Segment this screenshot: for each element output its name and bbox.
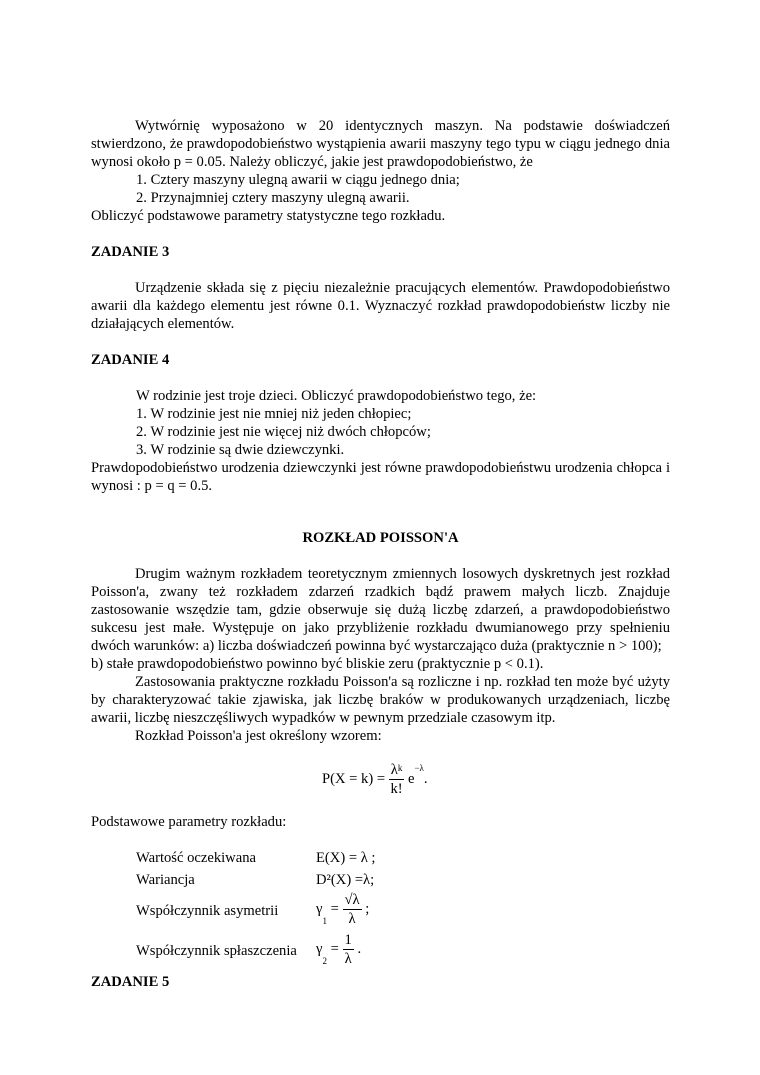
param-end: . (357, 940, 362, 957)
intro-closing: Obliczyć podstawowe parametry statystyczne tego rozkładu. (91, 208, 446, 224)
page-content (91, 117, 670, 991)
kurtosis-numerator: 1 (344, 932, 352, 948)
param-label: Współczynnik spłaszczenia (136, 943, 297, 959)
formula-end: . (423, 770, 428, 787)
param-value: E(X) = λ ; (316, 850, 376, 866)
poisson-formula (91, 753, 670, 807)
formula-denominator: k! (390, 781, 403, 797)
task4-heading: ZADANIE 4 (91, 352, 170, 368)
task5-heading: ZADANIE 5 (91, 974, 170, 990)
param-row-skewness (91, 891, 670, 931)
task4-item-2: 2. W rodzinie jest nie więcej niż dwóch chłopców; (136, 424, 431, 440)
poisson-paragraph-2: Zastosowania praktyczne rozkładu Poisson'a są rozliczne i np. rozkład ten może być użyty by charakteryzować takie zjawiska, jak liczbę braków w produkowanych urządzeniach, liczbę awarii, liczbę nieszczęśliwych wypadków w pewnym przedziale czasowym itp. (91, 674, 670, 726)
task4-text: Prawdopodobieństwo urodzenia dziewczynki jest równe prawdopodobieństwu urodzenia chłopca i wynosi : p = q = 0.5. (91, 460, 670, 494)
task4-item-3: 3. W rodzinie są dwie dziewczynki. (136, 442, 345, 458)
param-value (316, 891, 369, 928)
equals-sign: = (330, 900, 339, 917)
formula-factor: e (407, 770, 415, 787)
formula-fraction (389, 761, 405, 798)
poisson-paragraph-1: Drugim ważnym rozkładem teoretycznym zmiennych losowych dyskretnych jest rozkład Poisson'a, zwany też rozkładem zdarzeń rzadkich bądź prawem małych liczb. Znajduje zastosowanie wszędzie tam, gdzie obserwuje się dużą liczbę zdarzeń, a prawdopodobieństwo sukcesu jest małe. Występuje on jako przybliżenie rozkładu dwumianowego przy spełnieniu dwóch warunków: a) liczba doświadczeń powinna być wystarczająco duża (praktycznie n > 100); (91, 566, 670, 654)
poisson-paragraph-3: Rozkład Poisson'a jest określony wzorem: (135, 728, 382, 744)
gamma-subscript: 1 (322, 916, 327, 926)
intro-item-2: 2. Przynajmniej cztery maszyny ulegną awarii. (136, 190, 410, 206)
poisson-paragraph-1b: b) stałe prawdopodobieństwo powinno być bliskie zeru (praktycznie p < 0.1). (91, 656, 544, 672)
skewness-denominator: λ (348, 911, 356, 927)
gamma-symbol: γ (316, 900, 323, 917)
param-value (316, 931, 361, 968)
intro-paragraph: Wytwórnię wyposażono w 20 identycznych maszyn. Na podstawie doświadczeń stwierdzono, że prawdopodobieństwo wystąpienia awarii maszyny tego typu w ciągu jednego dnia wynosi około p = 0.05. Należy obliczyć, jakie jest prawdopodobieństwo, że (91, 118, 670, 170)
gamma-symbol: γ (316, 940, 323, 957)
param-label: Wariancja (136, 872, 195, 888)
task4-lead: W rodzinie jest troje dzieci. Obliczyć prawdopodobieństwo tego, że: (136, 388, 537, 404)
task4-item-1: 1. W rodzinie jest nie mniej niż jeden chłopiec; (136, 406, 412, 422)
kurtosis-denominator: λ (344, 951, 352, 967)
param-end: ; (365, 900, 370, 917)
formula-numerator-exp: k (397, 763, 403, 773)
param-label: Wartość oczekiwana (136, 850, 256, 866)
gamma-subscript: 2 (322, 956, 327, 966)
equals-sign: = (330, 940, 339, 957)
section-title: ROZKŁAD POISSON'A (302, 530, 459, 546)
skewness-fraction (343, 891, 362, 928)
param-row-variance (91, 869, 670, 891)
param-value: D²(X) =λ; (316, 872, 375, 888)
skewness-numerator: √λ (344, 892, 360, 908)
param-row-expected-value (91, 847, 670, 869)
param-label: Współczynnik asymetrii (136, 903, 279, 919)
task3-text: Urządzenie składa się z pięciu niezależnie pracujących elementów. Prawdopodobieństwo awarii dla każdego elementu jest równe 0.1. Wyznaczyć rozkład prawdopodobieństw liczby nie działających elementów. (91, 280, 670, 332)
formula-numerator: λ (390, 762, 398, 778)
formula-lhs: P(X = k) = (322, 770, 386, 787)
intro-item-1: 1. Cztery maszyny ulegną awarii w ciągu jednego dnia; (136, 172, 460, 188)
kurtosis-fraction (343, 931, 354, 968)
param-row-kurtosis (91, 931, 670, 971)
formula-factor-exp: −λ (414, 763, 424, 773)
task3-heading: ZADANIE 3 (91, 244, 170, 260)
params-heading: Podstawowe parametry rozkładu: (91, 814, 287, 830)
